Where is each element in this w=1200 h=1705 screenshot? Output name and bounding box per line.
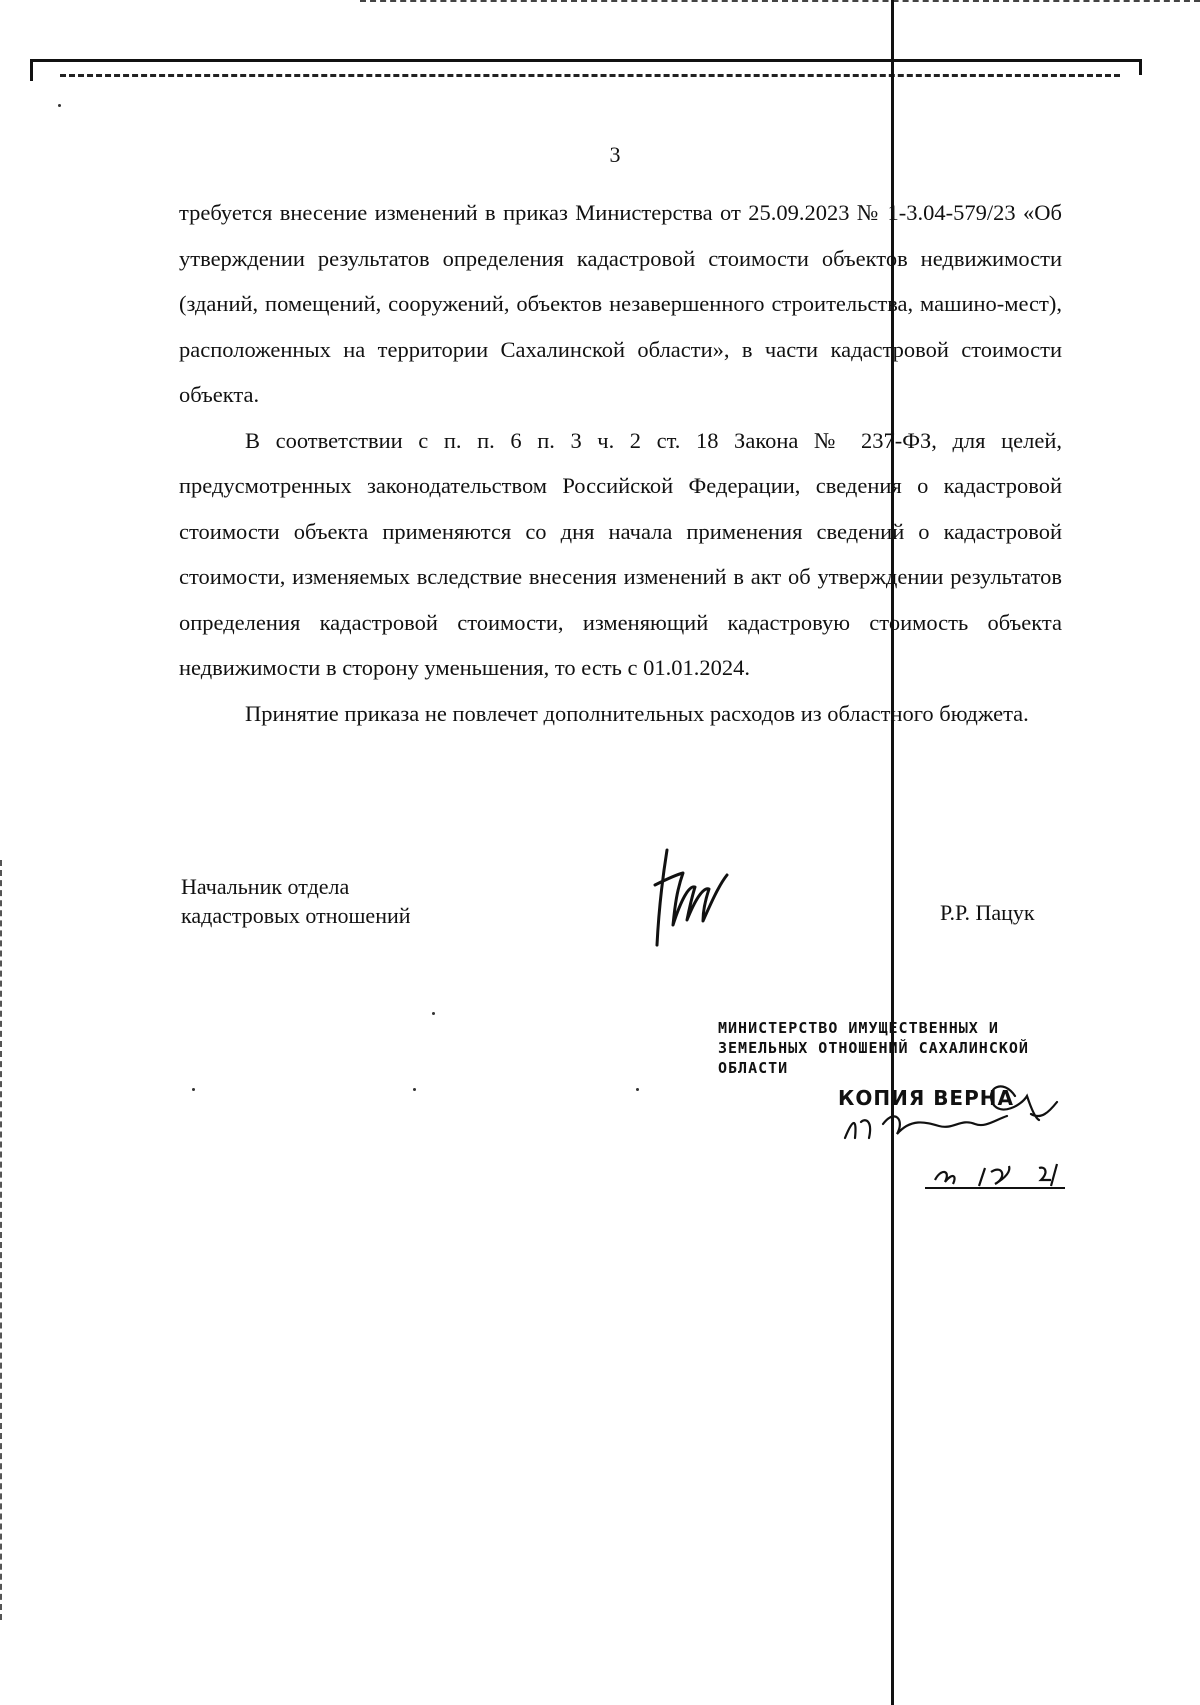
scan-dot [432, 1012, 435, 1015]
handwritten-certification [835, 1068, 1075, 1198]
stamp-copy-certified: КОПИЯ ВЕРНА [838, 1086, 1014, 1110]
signer-title-line2: кадастровых отношений [181, 903, 411, 928]
paragraph-budget: Принятие приказа не повлечет дополнительных расходов из областного бюджета. [245, 700, 1029, 726]
scan-top-border [360, 0, 1200, 2]
scan-dot [58, 104, 61, 107]
scan-frame-dashed-line [60, 74, 1120, 77]
scan-dot [192, 1088, 195, 1091]
handwritten-signature [645, 845, 735, 955]
scan-left-edge-marks [0, 860, 2, 1620]
signer-name: Р.Р. Пацук [940, 900, 1035, 925]
document-body [179, 190, 1062, 736]
paragraph-legal-basis: В соответствии с п. п. 6 п. 3 ч. 2 ст. 18 Закона № 237-ФЗ, для целей, предусмотренных законодательством Российской Федерации, сведения о кадастровой стоимости объекта применяются со дня начала применения сведений о кадастровой стоимости, изменяемых вследствие внесения изменений в акт об утверждении результатов определения кадастровой стоимости, изменяющий кадастровую стоимость объекта недвижимости в сторону уменьшения, то есть с 01.01.2024. [179, 427, 1062, 680]
signer-title-line1: Начальник отдела [181, 874, 350, 899]
scan-dot [636, 1088, 639, 1091]
scan-frame-top-line [30, 59, 1142, 62]
signer-title [181, 872, 411, 930]
scan-frame-left-hook [30, 59, 33, 81]
scan-frame-right-hook [1139, 59, 1142, 75]
page-number: 3 [609, 142, 621, 167]
stamp-line1: МИНИСТЕРСТВО ИМУЩЕСТВЕННЫХ И [718, 1019, 999, 1037]
stamp-line3: ОБЛАСТИ [718, 1059, 789, 1077]
stamp-line2: ЗЕМЕЛЬНЫХ ОТНОШЕНИЙ САХАЛИНСКОЙ [718, 1039, 1029, 1057]
scan-dot [413, 1088, 416, 1091]
paragraph-continuation: требуется внесение изменений в приказ Министерства от 25.09.2023 № 1-3.04-579/23 «Об утверждении результатов определения кадастровой стоимости объектов недвижимости (зданий, помещений, сооружений, объектов незавершенного строительства, машино-мест), расположенных на территории Сахалинской области», в части кадастровой стоимости объекта. [179, 200, 1062, 407]
